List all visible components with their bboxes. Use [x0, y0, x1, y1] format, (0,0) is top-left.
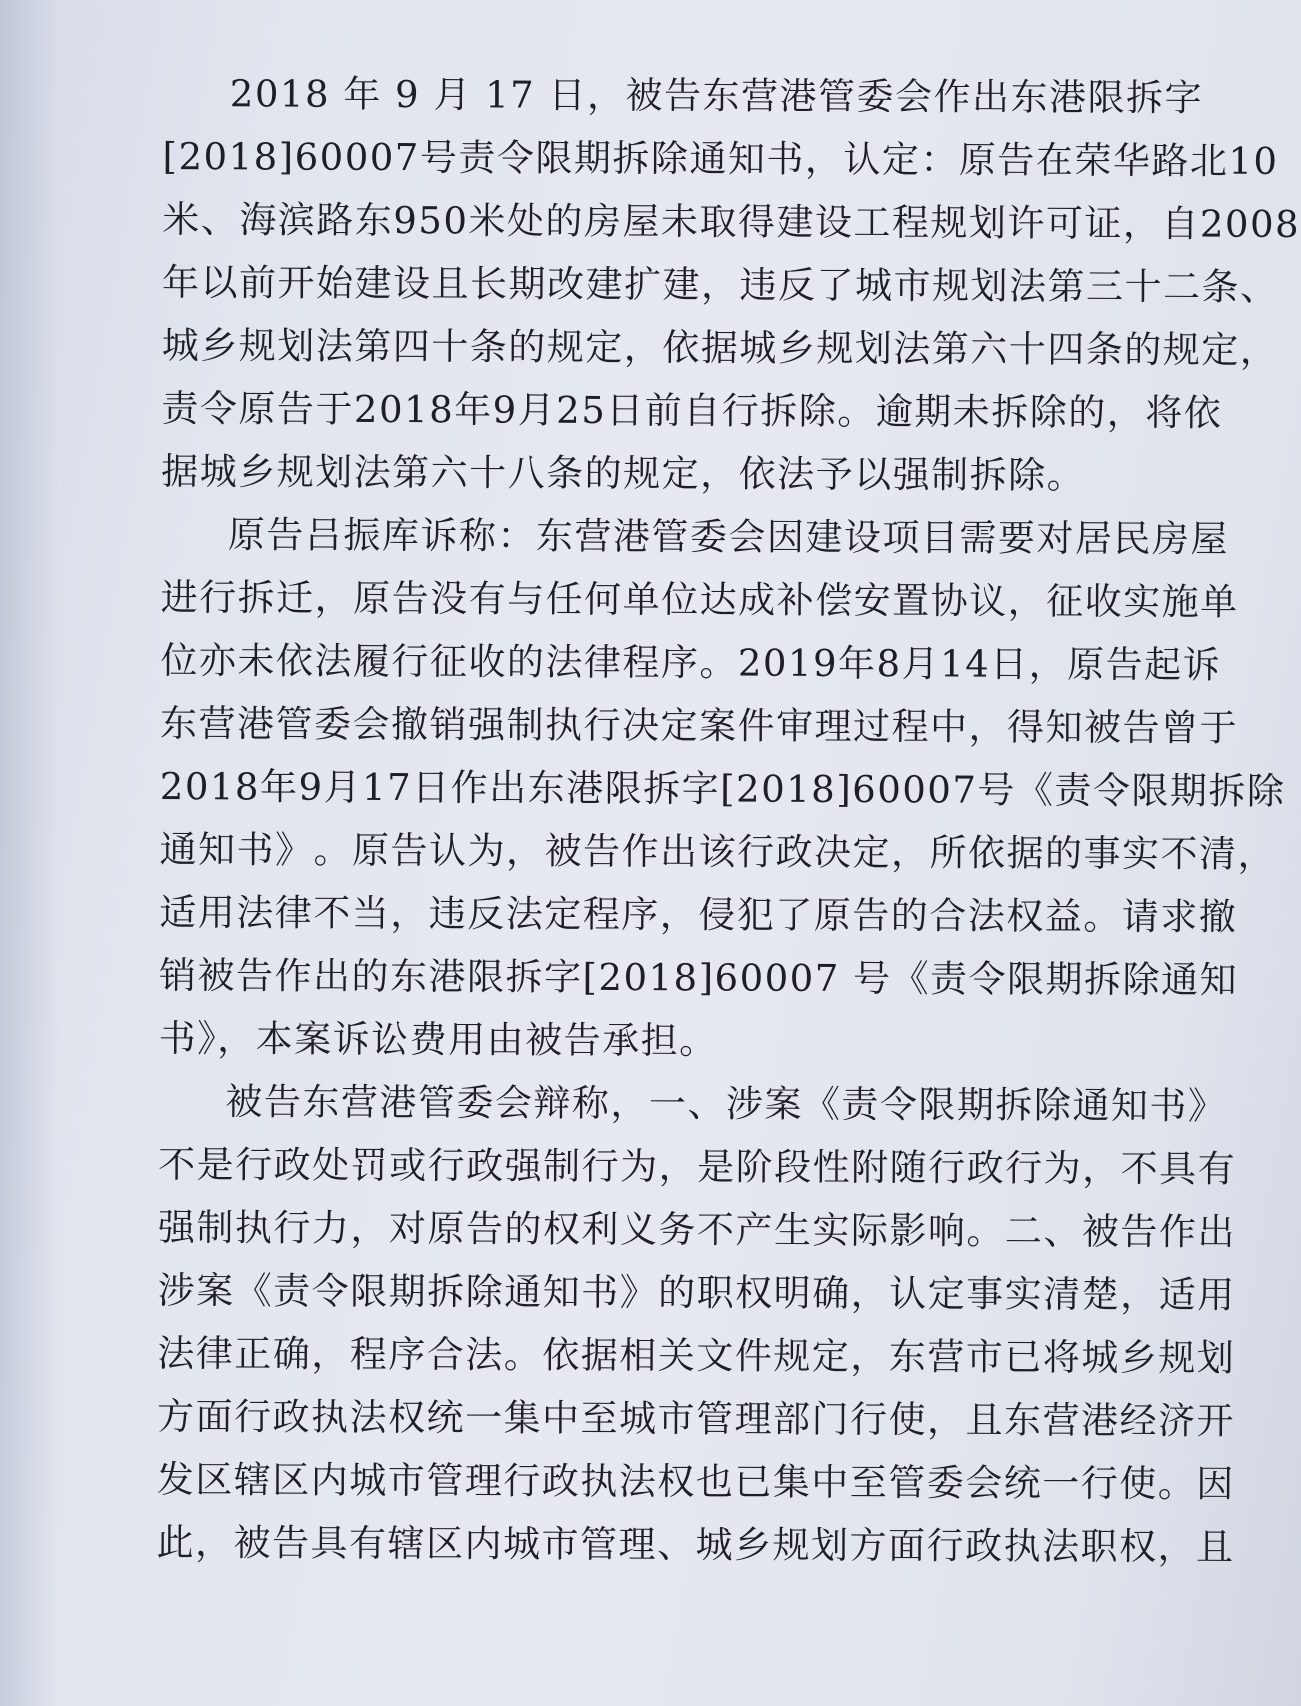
text-line: 东 营 港 管 委 会 撤 销 强 制 执 行 决 定 案 件 审 理 过 程 中 ， 得 知 被 告 曾 于 [160, 701, 1239, 750]
text-line: 方 面 行 政 执 法 权 统 一 集 中 至 城 市 管 理 部 门 行 使 ， 且 东 营 港 经 济 开 [156, 1394, 1236, 1443]
text-line: 责 令 原 告 于 2 0 1 8 年 9 月 2 5 日 前 自 行 拆 除 。 逾 期 未 拆 除 的 ， 将 依 [161, 386, 1223, 435]
text-line: 销 被 告 作 出 的 东 港 限 拆 字 [ 2 0 1 8 ] 6 0 0 0 7 号 《 责 令 限 期 拆 除 通 知 [158, 953, 1239, 1002]
text-line: 据城乡规划法第六十八条的规定，依法予以强制拆除。 [161, 449, 1086, 498]
text-line: 2 0 1 8 年 9 月 1 7 日 作 出 东 港 限 拆 字 [ 2 0 1 8 ] 6 0 0 0 7 号 《 责 令 限 期 拆 除 [159, 764, 1286, 813]
paragraph-2 [158, 503, 1286, 1074]
text-line: 原 告 吕 振 库 诉 称 ： 东 营 港 管 委 会 因 建 设 项 目 需 要 对 居 民 房 屋 [227, 513, 1230, 561]
text-line: 法 律 正 确 ， 程 序 合 法 。 依 据 相 关 文 件 规 定 ， 东 营 市 已 将 城 乡 规 划 [157, 1331, 1236, 1380]
text-line: 发 区 辖 区 内 城 市 管 理 行 政 执 法 权 也 已 集 中 至 管 委 会 统 一 行 使 。 因 [156, 1457, 1235, 1506]
text-line: 2 0 1 8 年 9 月 1 7 日 ， 被 告 东 营 港 管 委 会 作 出 东 港 限 拆 字 [229, 72, 1204, 120]
text-line: 适 用 法 律 不 当 ， 违 反 法 定 程 序 ， 侵 犯 了 原 告 的 合 法 权 益 。 请 求 撤 [159, 890, 1238, 939]
text-line: 不 是 行 政 处 罚 或 行 政 强 制 行 为 ， 是 阶 段 性 附 随 行 政 行 为 ， 不 具 有 [158, 1142, 1237, 1191]
text-line: [ 2 0 1 8 ] 6 0 0 0 7 号 责 令 限 期 拆 除 通 知 书 ， 认 定 ： 原 告 在 荣 华 路 北 1 0 [162, 134, 1279, 183]
text-line: 涉 案 《 责 令 限 期 拆 除 通 知 书 》 的 职 权 明 确 ， 认 定 事 实 清 楚 ， 适 用 [157, 1268, 1236, 1317]
document-body [156, 62, 1301, 1578]
text-line: 此 ， 被 告 具 有 辖 区 内 城 市 管 理 、 城 乡 规 划 方 面 行 政 执 法 职 权 ， 且 [156, 1520, 1235, 1569]
text-line: 被 告 东 营 港 管 委 会 辩 称 ， 一 、 涉 案 《 责 令 限 期 拆 除 通 知 书 》 [225, 1080, 1227, 1128]
paragraph-3 [156, 1070, 1237, 1578]
page-fold-shadow [0, 0, 60, 1706]
text-line: 城 乡 规 划 法 第 四 十 条 的 规 定 ， 依 据 城 乡 规 划 法 第 六 十 四 条 的 规 定 ， [161, 323, 1279, 372]
text-line: 强 制 执 行 力 ， 对 原 告 的 权 利 义 务 不 产 生 实 际 影 响 。 二 、 被 告 作 出 [157, 1205, 1236, 1254]
text-line: 书》，本案诉讼费用由被告承担。 [158, 1016, 718, 1063]
text-line: 年 以 前 开 始 建 设 且 长 期 改 建 扩 建 ， 违 反 了 城 市 规 划 法 第 三 十 二 条 、 [161, 260, 1279, 309]
text-line: 位 亦 未 依 法 履 行 征 收 的 法 律 程 序 。 2 0 1 9 年 8 月 1 4 日 ， 原 告 起 诉 [160, 638, 1222, 687]
text-line: 米 、 海 滨 路 东 9 5 0 米 处 的 房 屋 未 取 得 建 设 工 程 规 划 许 可 证 ， 自 2 0 0 8 [162, 197, 1301, 246]
text-line: 进 行 拆 迁 ， 原 告 没 有 与 任 何 单 位 达 成 补 偿 安 置 协 议 ， 征 收 实 施 单 [160, 575, 1239, 624]
paragraph-1 [161, 62, 1301, 507]
text-line: 通 知 书 》 。 原 告 认 为 ， 被 告 作 出 该 行 政 决 定 ， 所 依 据 的 事 实 不 清 ， [159, 827, 1277, 876]
